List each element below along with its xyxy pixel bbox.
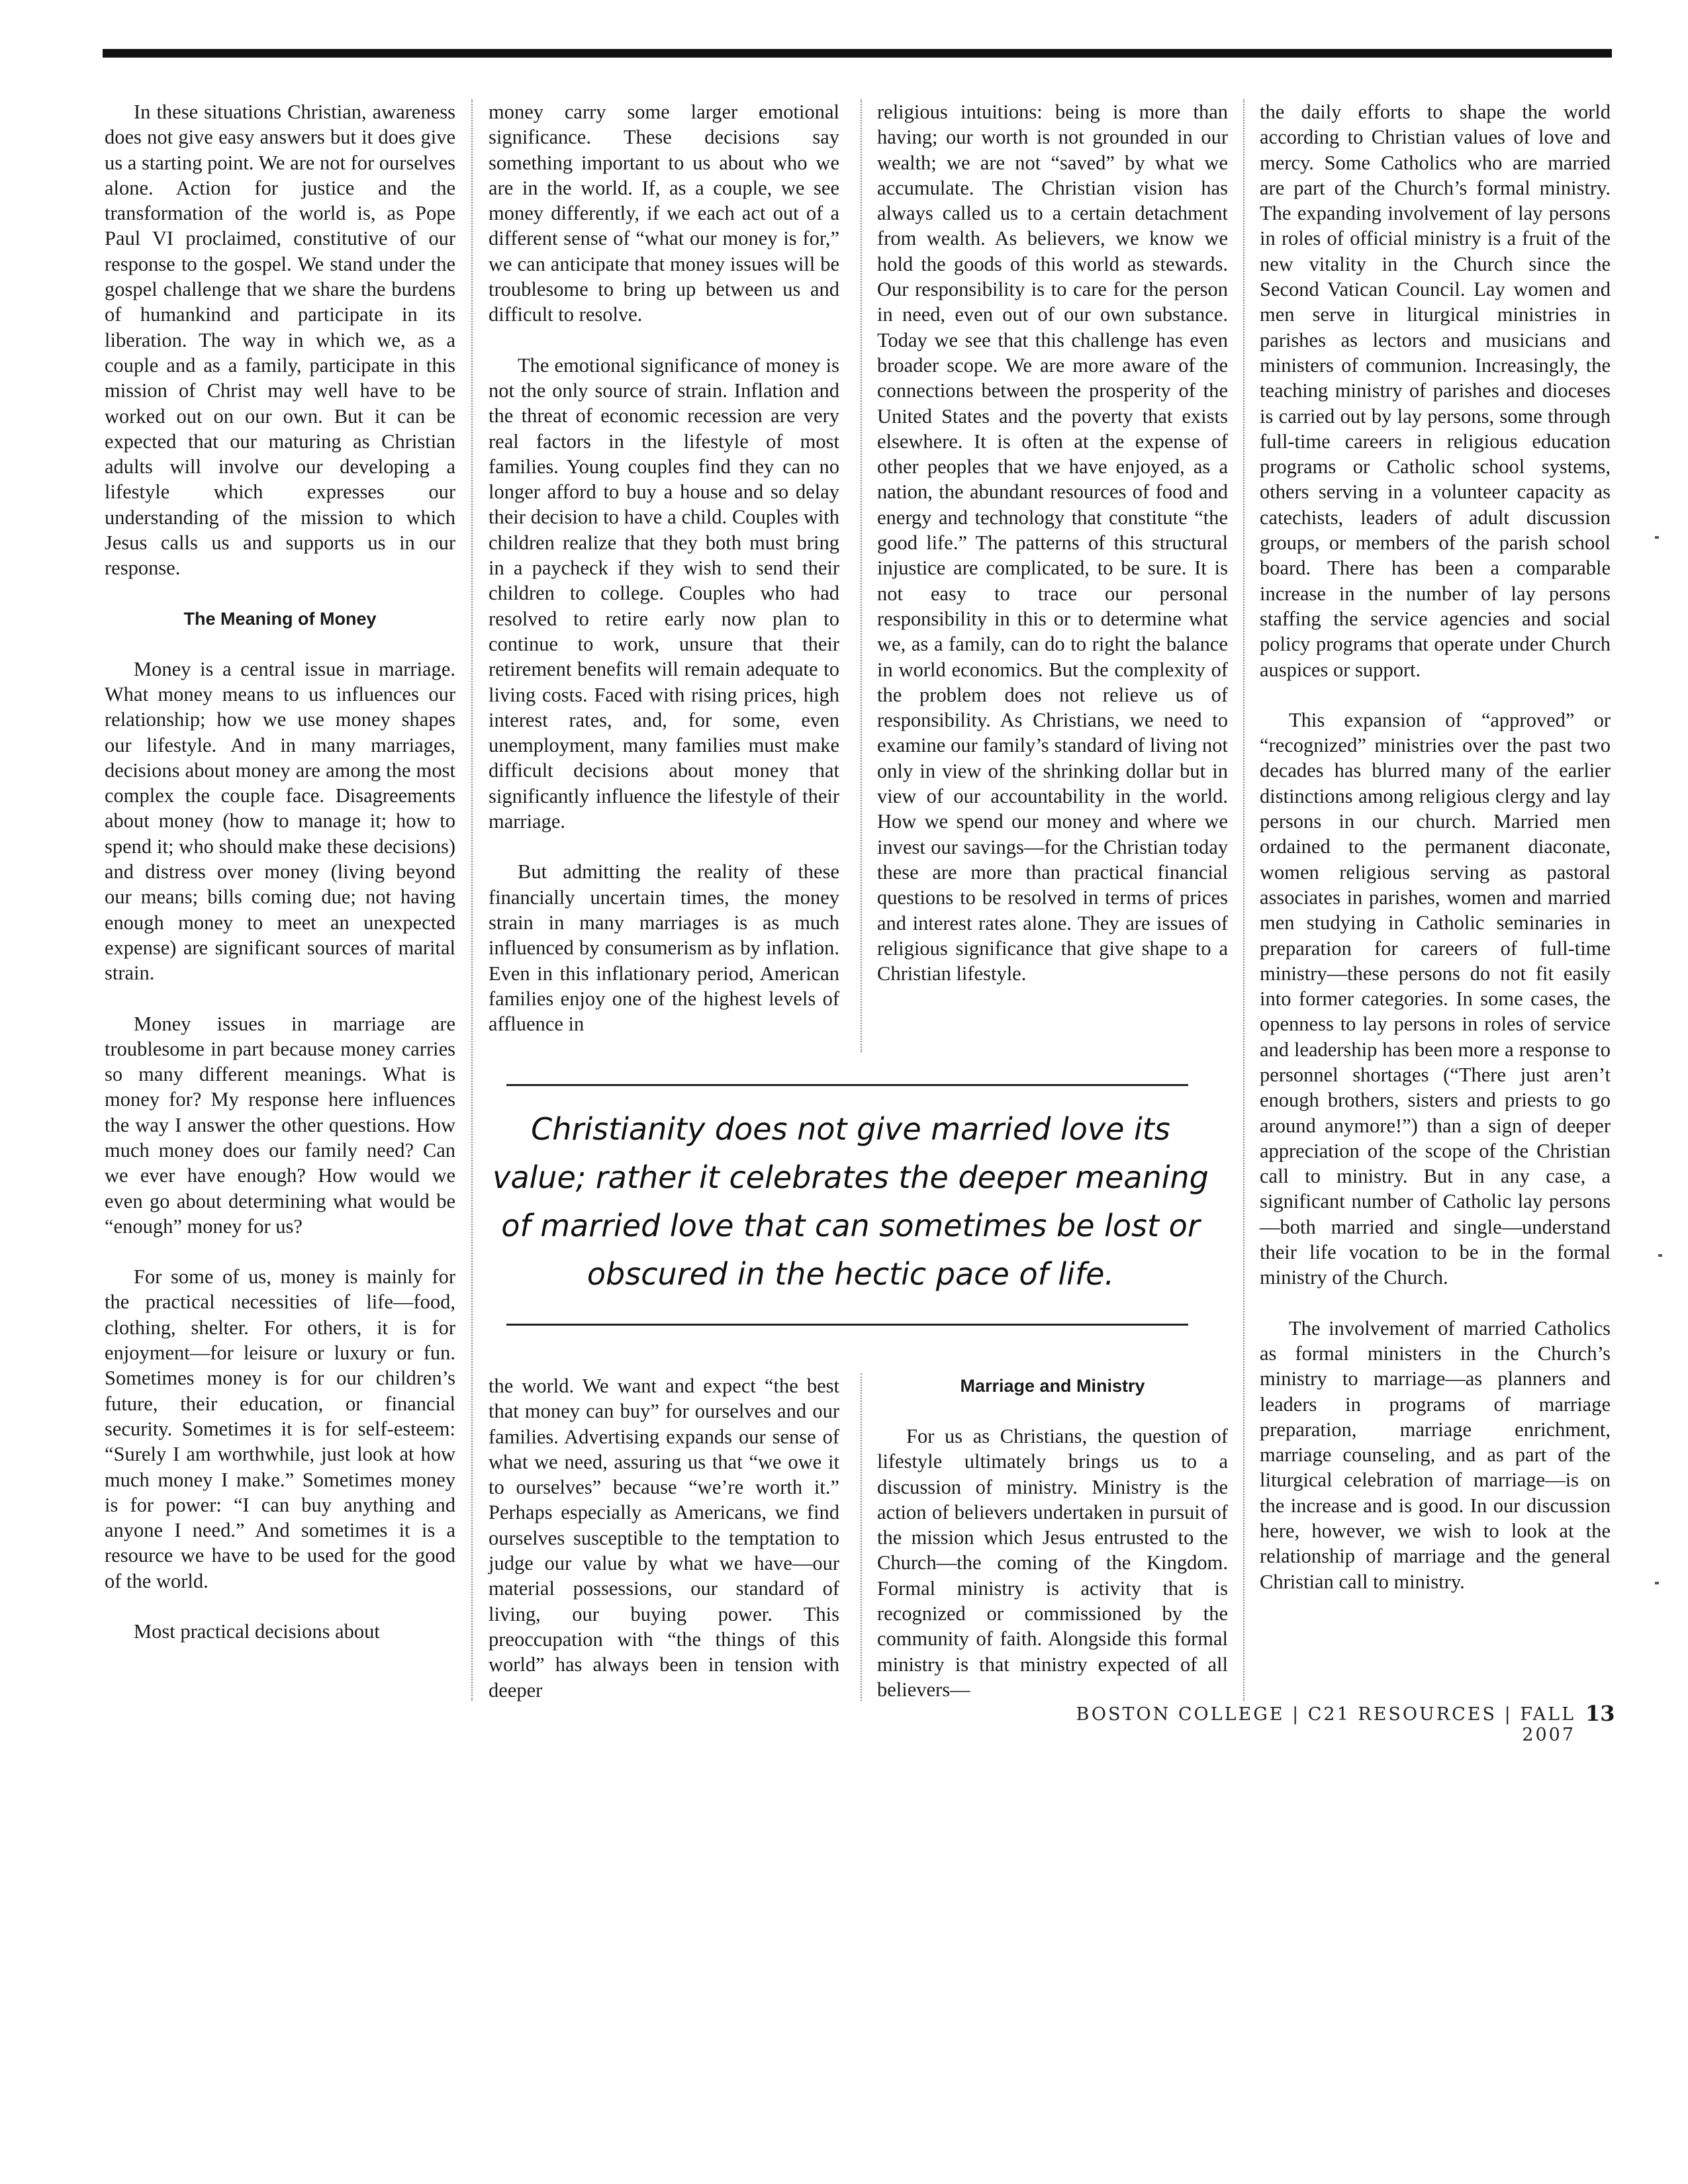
paragraph: But admitting the reality of these financially uncertain times, the money strain in many marriages is as much influenced by consumerism as by inflation. Even in this inflationary period, American families enjoy one of the highest levels of affluence in (489, 860, 839, 1036)
section-heading-money: The Meaning of Money (183, 608, 377, 629)
paragraph: the daily efforts to shape the world according to Christian values of love and mercy. Some Catholics who are married are part of the Church’s formal ministry. The expanding involvement of lay persons in roles of official ministry is a fruit of the new vitality in the Church since the Second Vatican Council. Lay women and men serve in liturgical ministries in parishes as lectors and musicians and ministers of communion. Increasingly, the teaching ministry of parishes and dioceses is carried out by lay persons, some through full-time careers in religious education programs or Catholic school systems, others serving in a volunteer capacity as catechists, leaders of adult discussion groups, or members of the parish school board. There has been a comparable increase in the number of lay persons staffing the service agencies and social policy programs that operate under Church auspices or support. (1260, 101, 1611, 681)
paragraph: religious intuitions: being is more than having; our worth is not grounded in our wealth; we are not “saved” by what we accumulate. The Christian vision has always called us to a certain detachment from wealth. As believers, we know we hold the goods of this world as stewards. Our responsibility is to care for the person in need, even out of our own substance. Today we see that this challenge has even broader scope. We are more aware of the connections between the prosperity of the United States and the poverty that exists elsewhere. It is often at the expense of other peoples that we have enjoyed, as a nation, the abundant resources of food and energy and technology that constitute “the good life.” The patterns of this structural injustice are complicated, to be sure. It is not easy to trace our personal responsibility in this or to determine what we, as a family, can do to right the balance in world economics. But the complexity of the problem does not relieve us of responsibility. As Christians, we need to examine our family’s standard of living not only in view of the shrinking dollar but in view of our accountability in the world. How we spend our money and where we invest our savings—for the Christian today these are more than practical financial questions to be resolved in terms of prices and interest rates alone. They are issues of religious significance that give shape to a Christian lifestyle. (877, 101, 1228, 985)
column-divider (861, 99, 862, 1052)
column-2-bottom (489, 1373, 839, 1703)
paragraph: For us as Christians, the question of lifestyle ultimately brings us to a discussion of ministry. Ministry is the action of believers undertaken in pursuit of the mission which Jesus entrusted to the Church—the coming of the Kingdom. Formal ministry is activity that is recognized or commissioned by the community of faith. Alongside this formal ministry is that ministry expected of all believers— (877, 1425, 1228, 1701)
section-heading-ministry: Marriage and Ministry (960, 1376, 1145, 1396)
column-1 (105, 99, 455, 1644)
column-3-top (877, 99, 1228, 986)
column-divider (471, 99, 473, 1701)
paragraph: Most practical decisions about (134, 1620, 380, 1643)
publication-footer: BOSTON COLLEGE | C21 RESOURCES | FALL 2007 (1076, 1704, 1575, 1745)
paragraph: In these situations Christian, awareness does not give easy answers but it does give us a starting point. We are not for ourselves alone. Action for justice and the transformation of the world is, as Pope Paul VI proclaimed, constitutive of our response to the gospel. We stand under the gospel challenge that we share the burdens of humankind and participate in its liberation. The way in which we, as a couple and as a family, participate in this mission of Christ may well have to be worked out on our own. But it can be expected that our maturing as Christian adults will involve our developing a lifestyle which expresses our understanding of the mission to which Jesus calls us and supports us in our response. (105, 101, 455, 580)
pullquote-top-rule (506, 1084, 1188, 1086)
column-2-top (489, 99, 839, 1036)
paragraph: The emotional significance of money is not the only source of strain. Inflation and the threat of economic recession are very real factors in the lifestyle of most families. Young couples find they can no longer afford to buy a house and so delay their decision to have a child. Couples with children realize that they both must bring in a paycheck if they wish to send their children to college. Couples who had resolved to retire early now plan to continue to work, unsure that their retirement benefits will remain adequate to living costs. Faced with rising prices, high interest rates, and, for some, even unemployment, many families must make difficult decisions about money that significantly influence the lifestyle of their marriage. (489, 353, 839, 833)
column-3-bottom (877, 1373, 1228, 1702)
paragraph: The involvement of married Catholics as formal ministers in the Church’s ministry to marriage—as planners and leaders in programs of marriage preparation, marriage enrichment, marriage counseling, and as part of the liturgical celebration of marriage—is on the increase and is good. In our discussion here, however, we wish to look at the relationship of marriage and the general Christian call to ministry. (1260, 1316, 1611, 1593)
pullquote-bottom-rule (506, 1324, 1188, 1326)
paragraph: For some of us, money is mainly for the practical necessities of life—food, clothing, shelter. For others, it is for enjoyment—for leisure or luxury or fun. Sometimes money is for our children’s future, their education, or financial security. Sometimes it is for self-esteem: “Surely I am worthwhile, just look at how much money I make.” Sometimes money is for power: “I can buy anything and anyone I need.” And sometimes it is a resource we have to be used for the good of the world. (105, 1265, 455, 1592)
pullquote: Christianity does not give married love its value; rather it celebrates the deeper meaning of married love that can sometimes be lost or obscured in the hectic pace of life. (492, 1111, 1209, 1292)
column-4 (1260, 99, 1611, 1594)
paragraph: This expansion of “approved” or “recognized” ministries over the past two decades has blurred many of the earlier distinctions among religious clergy and lay persons in our church. Married men ordained to the permanent diaconate, women religious serving as pastoral associates in parishes, women and married men studying in Catholic seminaries in preparation for careers of full-time ministry—these persons do not fit easily into former categories. In some cases, the openness to lay persons in roles of service and leadership has been more a response to personnel shortages (“There just aren’t enough brothers, sisters and priests to go around anymore!”) than a sign of deeper appreciation of the scope of the Christian call to ministry. But in any case, a significant number of Catholic lay persons—both married and single—understand their life vocation to be in the formal ministry of the Church. (1260, 708, 1611, 1289)
page-number: 13 (1585, 1701, 1615, 1726)
scan-speck (1655, 536, 1659, 539)
column-divider (861, 1373, 862, 1701)
column-divider (1243, 99, 1244, 1701)
top-rule (103, 49, 1612, 58)
paragraph: Money is a central issue in marriage. What money means to us influences our relationship; how we use money shapes our lifestyle. And in many marriages, decisions about money are among the most complex the couple face. Disagreements about money (how to manage it; how to spend it; who should make these decisions) and distress over money (living beyond our means; bills coming due; not having enough money to meet an unexpected expense) are significant sources of marital strain. (105, 657, 455, 985)
paragraph: money carry some larger emotional significance. These decisions say something important to us about who we are in the world. If, as a couple, we see money differently, if we each act out of a different sense of “what our money is for,” we can anticipate that money issues will be troublesome to bring up between us and difficult to resolve. (489, 101, 839, 326)
scan-speck (1655, 1582, 1659, 1584)
paragraph: Money issues in marriage are troublesome in part because money carries so many different meanings. What is money for? My response here influences the way I answer the other questions. How much money does our family need? Can we ever have enough? How would we even go about determining what would be “enough” money for us? (105, 1012, 455, 1238)
scan-speck (1658, 1254, 1662, 1257)
paragraph: the world. We want and expect “the best that money can buy” for ourselves and our families. Advertising expands our sense of what we need, assuring us that “we owe it to ourselves” because “we’re worth it.” Perhaps especially as Americans, we find ourselves susceptible to the temptation to judge our value by what we have—our material possessions, our standard of living, our buying power. This preoccupation with “the things of this world” has always been in tension with deeper (489, 1375, 839, 1702)
